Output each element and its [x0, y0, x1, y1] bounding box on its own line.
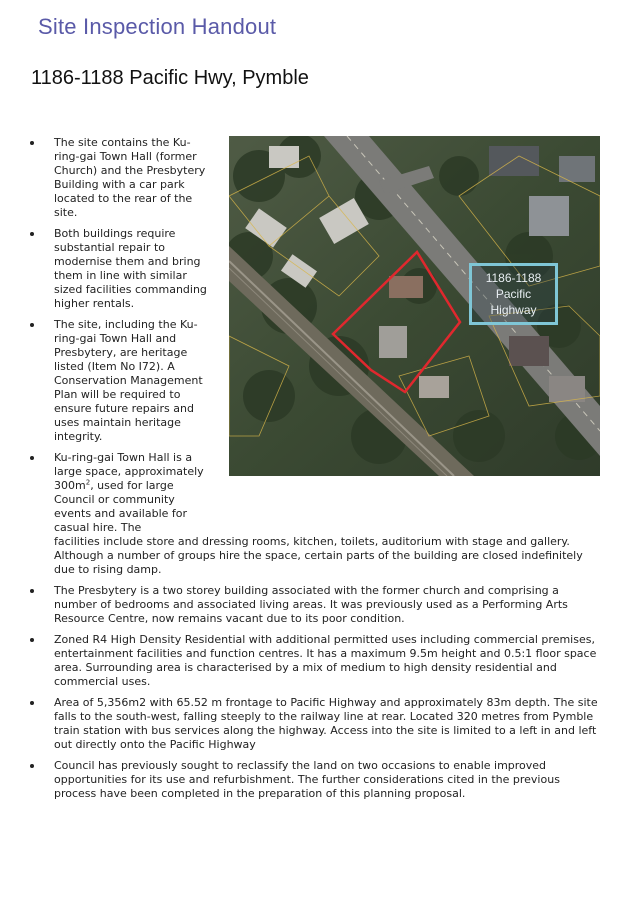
callout-line-2: Pacific — [495, 287, 532, 301]
bullet-dot — [30, 456, 34, 460]
bullet-dot — [30, 232, 34, 236]
bullet-town-hall: Ku-ring-gai Town Hall is a large space, approximately $300m^2$, used for large Council or community events and available for casual hire. The facilities include store and dressing rooms, kitchen, toilets, auditorium with stage and gallery. Although a number of groups hire the space, certain parts of the building are closed indefinitely due to rising damp. — [0, 451, 637, 577]
bullet-dot — [30, 638, 34, 642]
bullet-reclassification: Council has previously sought to reclassify the land on two occasions to enable improved opportunities for its use and refurbishment. The further considerations cited in the previous process have been completed in the preparation of this planning proposal. — [0, 759, 637, 801]
bullet-repair-needs: Both buildings require substantial repair to modernise them and bring them in line with similar sized facilities commanding higher rentals. — [0, 227, 637, 311]
bullet-presbytery: The Presbytery is a two storey building associated with the former church and comprising a number of bedrooms and associated living areas. It was previously used as a Performing Arts Resource Centre, now remains vacant due to its poor condition. — [0, 584, 637, 626]
bullet-area: Area of 5,356m2 with 65.52 m frontage to Pacific Highway and approximately 83m depth. The site falls to the south-west, falling steeply to the railway line at rear. Located 320 metres from Pymble train station with bus services along the highway. Access into the site is limited to a left in and left out directly onto the Pacific Highway — [0, 696, 637, 752]
bullet-site-contents: The site contains the Ku-ring-gai Town Hall (former Church) and the Presbytery Building with a car park located to the rear of the site. — [0, 136, 637, 220]
handout-title: Site Inspection Handout — [38, 14, 277, 39]
bullet-dot — [30, 764, 34, 768]
bullet-dot — [30, 701, 34, 705]
site-address-heading: 1186-1188 Pacific Hwy, Pymble — [31, 67, 309, 89]
callout-line-1: 1186-1188 — [485, 271, 542, 285]
callout-line-3: Highway — [490, 303, 537, 317]
bullet-dot — [30, 589, 34, 593]
bullet-dot — [30, 323, 34, 327]
bullet-heritage: The site, including the Ku-ring-gai Town Hall and Presbytery, are heritage listed (Item No I72). A Conservation Management Plan will be required to ensure future repairs and uses maintain heritage integrity. — [0, 318, 637, 444]
bullet-dot — [30, 141, 34, 145]
bullet-zoning: Zoned R4 High Density Residential with additional permitted uses including commercial premises, entertainment facilities and function centres. It has a maximum 9.5m height and 0.5:1 floor space area. Surrounding area is characterised by a mix of medium to high density residential and commercial uses. — [0, 633, 637, 689]
site-facts-list — [0, 136, 637, 808]
